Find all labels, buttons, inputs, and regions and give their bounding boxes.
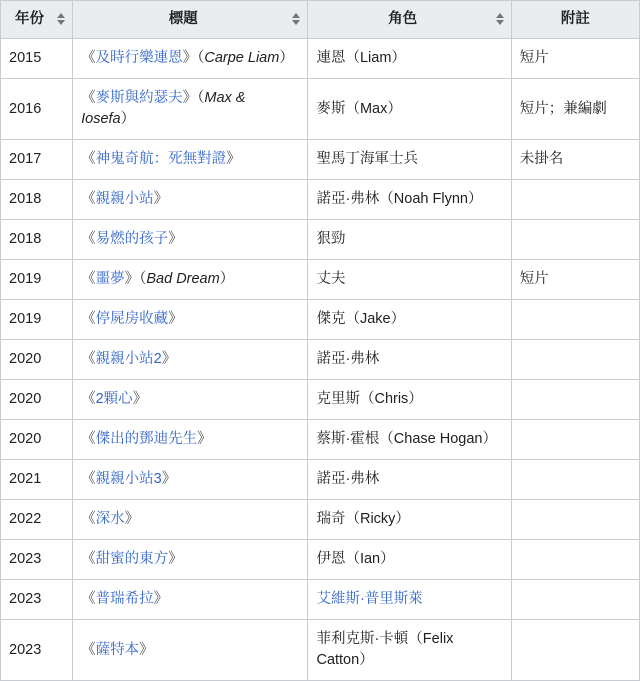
- title-bracket-open: 《: [81, 431, 96, 448]
- cell-year: 2023: [1, 540, 73, 580]
- cell-title: [73, 380, 308, 420]
- cell-year: 2019: [1, 300, 73, 340]
- title-bracket-close: 》: [168, 231, 183, 248]
- cell-note: [511, 420, 639, 460]
- cell-note: 短片: [511, 39, 639, 79]
- title-bracket-close: 》: [132, 391, 148, 408]
- cell-title: [73, 220, 308, 260]
- table-row: [1, 140, 640, 180]
- title-bracket-close: 》（: [182, 50, 205, 67]
- table-row: [1, 620, 640, 681]
- title-original: Carpe Liam: [204, 50, 280, 67]
- cell-year: 2020: [1, 380, 73, 420]
- title-original: Max & Iosefa: [81, 90, 246, 128]
- title-original: Bad Dream: [146, 271, 220, 288]
- cell-role: 諾亞·弗林: [308, 460, 511, 500]
- cell-note: [511, 340, 639, 380]
- role-link[interactable]: 艾維斯·普里斯萊: [316, 591, 423, 608]
- title-bracket-close: 》: [153, 191, 169, 208]
- cell-title: [73, 580, 308, 620]
- title-link[interactable]: 2顆心: [95, 391, 133, 408]
- title-bracket-open: 《: [81, 271, 96, 288]
- table-row: [1, 460, 640, 500]
- sort-icon[interactable]: [495, 13, 505, 27]
- cell-year: 2023: [1, 620, 73, 681]
- cell-note: [511, 620, 639, 681]
- cell-title: [73, 500, 308, 540]
- cell-title: [73, 620, 308, 681]
- table-row: [1, 580, 640, 620]
- cell-note: 短片: [511, 260, 639, 300]
- table-header-row: [1, 1, 640, 39]
- title-link[interactable]: 深水: [95, 511, 125, 528]
- column-header-year-label: 年份: [15, 11, 45, 27]
- cell-role: 蔡斯·霍根（Chase Hogan）: [308, 420, 511, 460]
- title-bracket-close: 》: [139, 641, 154, 658]
- title-link[interactable]: 甜蜜的東方: [95, 551, 169, 568]
- table-row: [1, 420, 640, 460]
- cell-role: 連恩（Liam）: [308, 39, 511, 79]
- title-link[interactable]: 神鬼奇航：死無對證: [95, 151, 227, 168]
- table-header: [1, 1, 640, 39]
- cell-note: 未掛名: [511, 140, 639, 180]
- cell-note: [511, 180, 639, 220]
- cell-note: [511, 300, 639, 340]
- cell-role: [308, 580, 511, 620]
- title-link[interactable]: 噩夢: [95, 271, 125, 288]
- title-bracket-open: 《: [81, 641, 96, 658]
- cell-year: 2021: [1, 460, 73, 500]
- cell-note: 短片；兼編劇: [511, 79, 639, 140]
- cell-year: 2015: [1, 39, 73, 79]
- table-row: [1, 340, 640, 380]
- title-bracket-open: 《: [81, 511, 96, 528]
- cell-year: 2018: [1, 180, 73, 220]
- title-bracket-open: 《: [81, 50, 96, 67]
- title-paren-close: ）: [279, 50, 294, 67]
- title-link[interactable]: 親親小站2: [95, 351, 162, 368]
- column-header-role-label: 角色: [388, 11, 418, 27]
- title-link[interactable]: 停屍房收藏: [95, 311, 169, 328]
- title-bracket-open: 《: [81, 191, 96, 208]
- title-link[interactable]: 普瑞希拉: [95, 591, 154, 608]
- column-header-title-label: 標題: [168, 11, 198, 27]
- cell-role: 麥斯（Max）: [308, 79, 511, 140]
- title-link[interactable]: 易燃的孩子: [95, 231, 169, 248]
- table-body: [1, 39, 640, 681]
- cell-note: [511, 500, 639, 540]
- cell-year: 2020: [1, 340, 73, 380]
- cell-year: 2019: [1, 260, 73, 300]
- column-header-role[interactable]: [308, 1, 511, 39]
- table-row: [1, 540, 640, 580]
- table-row: [1, 180, 640, 220]
- table-row: [1, 39, 640, 79]
- cell-year: 2020: [1, 420, 73, 460]
- cell-role: 克里斯（Chris）: [308, 380, 511, 420]
- cell-title: [73, 39, 308, 79]
- title-link[interactable]: 親親小站: [95, 191, 154, 208]
- cell-title: [73, 420, 308, 460]
- title-bracket-open: 《: [81, 591, 96, 608]
- cell-role: 狠勁: [308, 220, 511, 260]
- cell-title: [73, 300, 308, 340]
- cell-role: 聖馬丁海軍士兵: [308, 140, 511, 180]
- title-bracket-close: 》: [197, 431, 212, 448]
- title-bracket-open: 《: [81, 90, 96, 107]
- title-bracket-open: 《: [81, 351, 96, 368]
- cell-note: [511, 540, 639, 580]
- column-header-year[interactable]: [1, 1, 73, 39]
- cell-title: [73, 460, 308, 500]
- cell-note: [511, 220, 639, 260]
- title-link[interactable]: 傑出的鄧迪先生: [95, 431, 198, 448]
- cell-year: 2023: [1, 580, 73, 620]
- title-paren-close: ）: [120, 111, 136, 128]
- title-bracket-close: 》: [226, 151, 241, 168]
- title-bracket-open: 《: [81, 151, 96, 168]
- title-bracket-close: 》: [124, 511, 140, 528]
- cell-year: 2017: [1, 140, 73, 180]
- sort-icon[interactable]: [291, 13, 301, 27]
- cell-title: [73, 540, 308, 580]
- sort-icon[interactable]: [56, 13, 66, 27]
- column-header-title[interactable]: [73, 1, 308, 39]
- cell-role: 瑞奇（Ricky）: [308, 500, 511, 540]
- column-header-notes-label: 附註: [560, 11, 590, 27]
- cell-year: 2016: [1, 79, 73, 140]
- title-link[interactable]: 麥斯與約瑟夫: [95, 90, 183, 107]
- title-bracket-open: 《: [81, 471, 96, 488]
- cell-title: [73, 260, 308, 300]
- cell-role: 丈夫: [308, 260, 511, 300]
- cell-note: [511, 380, 639, 420]
- title-paren-close: ）: [219, 271, 235, 288]
- cell-title: [73, 140, 308, 180]
- table-row: [1, 300, 640, 340]
- title-bracket-open: 《: [81, 391, 96, 408]
- title-bracket-close: 》: [168, 311, 183, 328]
- cell-title: [73, 340, 308, 380]
- title-bracket-open: 《: [81, 551, 96, 568]
- cell-note: [511, 580, 639, 620]
- title-bracket-close: 》: [168, 551, 183, 568]
- table-row: [1, 380, 640, 420]
- table-row: [1, 79, 640, 140]
- cell-role: 諾亞·弗林: [308, 340, 511, 380]
- title-bracket-close: 》: [153, 591, 169, 608]
- table-row: [1, 260, 640, 300]
- title-bracket-open: 《: [81, 231, 96, 248]
- cell-note: [511, 460, 639, 500]
- table-row: [1, 220, 640, 260]
- title-bracket-close: 》: [161, 471, 177, 488]
- column-header-notes: [511, 1, 639, 39]
- cell-role: 伊恩（Ian）: [308, 540, 511, 580]
- cell-role: 傑克（Jake）: [308, 300, 511, 340]
- cell-year: 2018: [1, 220, 73, 260]
- cell-title: [73, 79, 308, 140]
- title-bracket-close: 》（: [124, 271, 147, 288]
- title-link[interactable]: 親親小站3: [95, 471, 162, 488]
- cell-role: 菲利克斯·卡頓（Felix Catton）: [308, 620, 511, 681]
- title-link[interactable]: 薩特本: [95, 641, 140, 658]
- title-bracket-close: 》（: [182, 90, 205, 107]
- cell-year: 2022: [1, 500, 73, 540]
- title-link[interactable]: 及時行樂連恩: [95, 50, 183, 67]
- cell-title: [73, 180, 308, 220]
- table-row: [1, 500, 640, 540]
- title-bracket-open: 《: [81, 311, 96, 328]
- title-bracket-close: 》: [161, 351, 177, 368]
- cell-role: 諾亞·弗林（Noah Flynn）: [308, 180, 511, 220]
